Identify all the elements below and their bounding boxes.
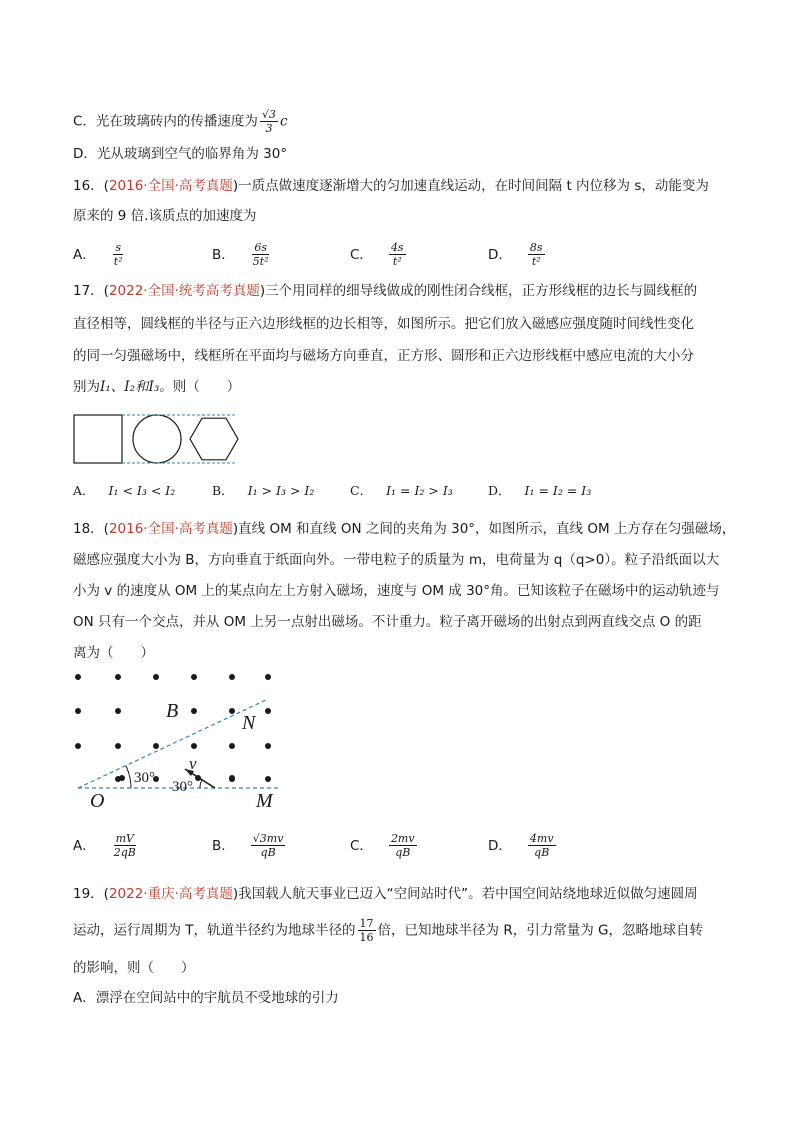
- q18-option-a: A． $\frac{mV}{2qB}$: [73, 832, 136, 859]
- field-dot: [265, 708, 271, 714]
- field-dot: [75, 674, 81, 680]
- label-o: O: [90, 790, 105, 812]
- q16-option-d: D． $\frac{8s}{\text{t²}}$: [488, 241, 543, 268]
- q16-stem-line1: 16．(2016·全国·高考真题)一质点做速度逐渐增大的匀加速直线运动，在时间间隔 t 内位移为 s，动能变为: [73, 178, 709, 194]
- q18-option-d: D． $\frac{4mv}{qB}$: [488, 832, 554, 859]
- source-tag: 2022·全国·统考高考真题: [108, 283, 260, 299]
- q19-stem-line2: 运动，运行周期为 T，轨道半径约为地球半径的 $\frac{17}{16}$ 倍，已知地球半径为 R，引力常量为 G，忽略地球自转: [73, 917, 703, 944]
- field-dot: [115, 743, 121, 749]
- q16-stem-line2: 原来的 9 倍.该质点的加速度为: [73, 208, 257, 224]
- circle-frame: [133, 415, 181, 463]
- field-dot: [265, 743, 271, 749]
- q17-stem-line3: 的同一匀强磁场中，线框所在平面均与磁场方向垂直，正方形、圆形和正六边形线框中感应电流的大小分: [73, 348, 694, 364]
- label-n: N: [242, 712, 256, 734]
- q16-option-a: A． $\frac{s}{\text{t²}}$: [73, 241, 123, 268]
- q18-stem-line1: 18．(2016·全国·高考真题)直线 OM 和直线 ON 之间的夹角为 30°，如图所示，直线 OM 上方存在匀强磁场，: [73, 521, 736, 537]
- q18-stem-line4: ON 只有一个交点，并从 OM 上另一点射出磁场。不计重力。粒子离开磁场的出射点到两直线交点 O 的距: [73, 614, 702, 630]
- fraction: $\frac{√3}{3}$: [261, 108, 276, 135]
- field-dot: [229, 674, 235, 680]
- q18-stem-line2: 磁感应强度大小为 B，方向垂直于纸面向外。一带电粒子的质量为 m，电荷量为 q（q>0）。粒子沿纸面以大: [73, 552, 720, 568]
- square-frame: [74, 415, 122, 463]
- angle-label-1: 30°: [134, 770, 155, 786]
- field-dot: [229, 775, 235, 781]
- label-v: v: [189, 754, 197, 773]
- label-m: M: [256, 790, 273, 812]
- q17-option-c: C． I₁ = I₂ > I₃: [350, 483, 453, 498]
- field-dot: [229, 708, 235, 714]
- field-dot: [75, 743, 81, 749]
- q17-option-a: A． I₁ < I₃ < I₂: [73, 483, 176, 498]
- field-dot: [191, 708, 197, 714]
- q18-option-b: B． $\frac{√3mv}{qB}$: [212, 832, 284, 859]
- field-dot: [115, 708, 121, 714]
- q17-stem-line1: 17．(2022·全国·统考高考真题)三个用同样的细导线做成的刚性闭合线框，正方形线框的边长与圆线框的: [73, 283, 698, 299]
- q19-stem-line3: 的影响，则（ ）: [73, 960, 195, 976]
- hexagon-frame: [190, 418, 238, 460]
- q17-stem-line2: 直径相等，圆线框的半径与正六边形线框的边长相等，如图所示。把它们放入磁感应强度随时间线性变化: [73, 316, 694, 332]
- angle-arc-o: [126, 766, 131, 788]
- field-dot: [191, 743, 197, 749]
- field-dot: [153, 743, 159, 749]
- q16-option-c: C． $\frac{4s}{\text{t²}}$: [350, 241, 404, 268]
- q19-option-a: A．漂浮在空间站中的宇航员不受地球的引力: [73, 990, 339, 1006]
- label-b: B: [166, 700, 179, 722]
- q17-option-b: B． I₁ > I₃ > I₂: [212, 483, 315, 498]
- q15-option-d: D．光从玻璃到空气的临界角为 30°: [73, 146, 288, 162]
- q18-magnetic-field-figure: [70, 666, 290, 816]
- q16-option-b: B． $\frac{6s}{\text{5t²}}$: [212, 241, 269, 268]
- source-tag: 2022·重庆·高考真题: [108, 886, 233, 902]
- field-dot: [191, 674, 197, 680]
- q17-option-d: D． I₁ = I₂ = I₃: [488, 483, 592, 498]
- q15-option-c: C．光在玻璃砖内的传播速度为 $\frac{√3}{3}$ c: [73, 108, 288, 135]
- field-dot: [75, 708, 81, 714]
- q18-option-c: C． $\frac{2mv}{qB}$: [350, 832, 415, 859]
- field-dot: [153, 674, 159, 680]
- angle-arc-v: [200, 780, 202, 788]
- q17-stem-line4: 别为I₁、I₂和I₃。则（ ）: [73, 379, 241, 395]
- q17-wire-frames-figure: [70, 410, 240, 466]
- q18-stem-line5: 离为（ ）: [73, 645, 154, 661]
- field-dot: [265, 776, 271, 782]
- field-dot: [265, 674, 271, 680]
- q19-stem-line1: 19．(2022·重庆·高考真题)我国载人航天事业已迈入“空间站时代”。若中国空间站绕地球近似做匀速圆周: [73, 886, 698, 902]
- source-tag: 2016·全国·高考真题: [108, 178, 233, 194]
- field-dot: [229, 743, 235, 749]
- q18-stem-line3: 小为 v 的速度从 OM 上的某点向左上方射入磁场，速度与 OM 成 30°角。已知该粒子在磁场中的运动轨迹与: [73, 583, 720, 599]
- angle-label-2: 30°: [172, 779, 193, 795]
- source-tag: 2016·全国·高考真题: [108, 521, 233, 537]
- field-dot: [119, 775, 125, 781]
- field-dot: [115, 674, 121, 680]
